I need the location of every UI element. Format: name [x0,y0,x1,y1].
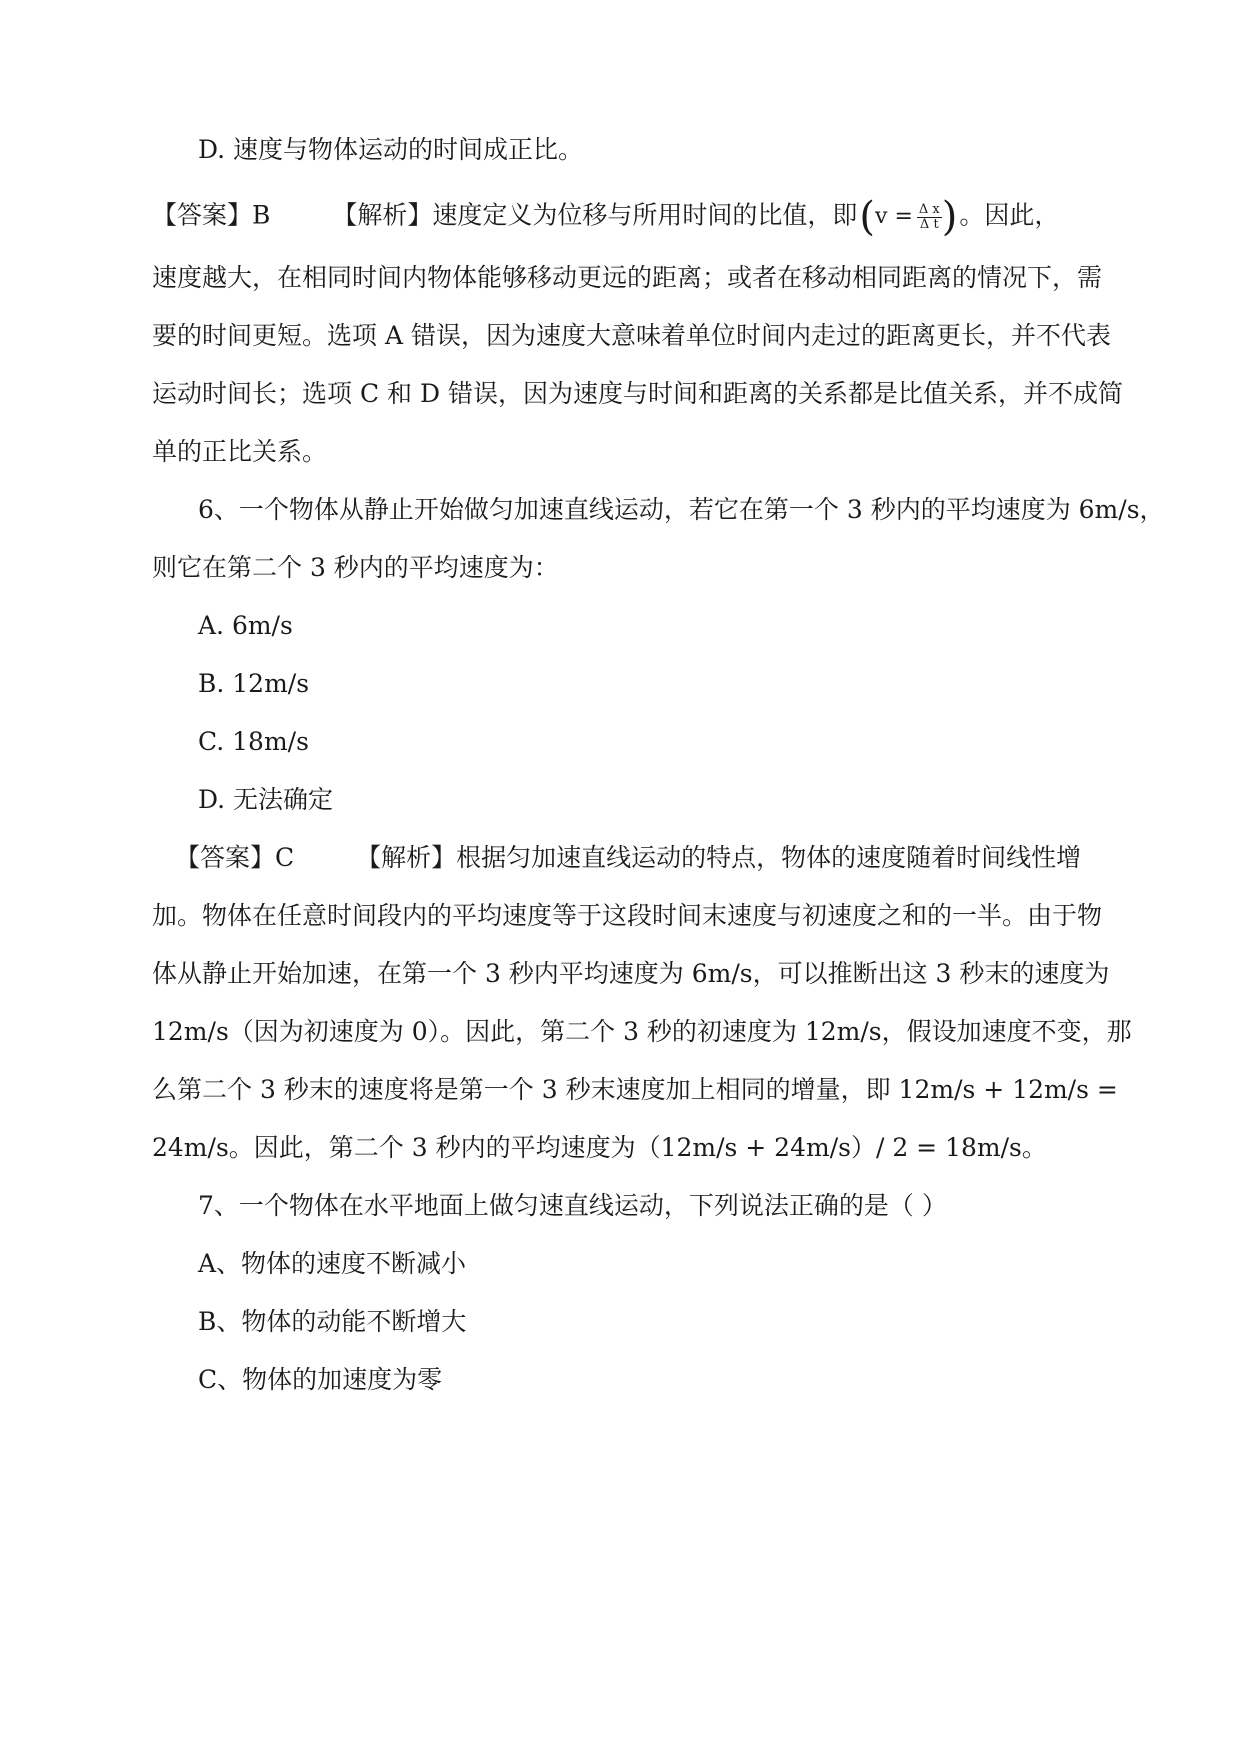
q6-analysis-tag: 【解析】 [356,843,457,872]
q5-option-d: D. 速度与物体运动的时间成正比。 [198,135,584,164]
q5-answer-line [152,194,1060,240]
formula-fraction [917,203,942,232]
q5-analysis-line: 单的正比关系。 [152,437,328,466]
q5-analysis-after-formula: 。因此， [959,200,1060,230]
q6-analysis-line: 12m/s（因为初速度为 0）。因此，第二个 3 秒的初速度为 12m/s，假设加速度不变，那 [152,1017,1132,1046]
q5-analysis-line: 要的时间更短。选项 A 错误，因为速度大意味着单位时间内走过的距离更长，并不代表 [152,321,1111,350]
formula-lhs: v = [875,204,913,229]
q6-analysis-line: 么第二个 3 秒末的速度将是第一个 3 秒末速度加上相同的增量，即 12m/s + 12m/s = [152,1075,1118,1104]
formula-numerator: Δ x [918,201,940,217]
q6-option-c: C. 18m/s [198,727,309,756]
q6-option-b: B. 12m/s [198,669,310,698]
q6-answer-tag: 【答案】C [175,843,295,872]
q7-option-a: A、物体的速度不断减小 [198,1249,467,1278]
q6-stem-line: 6、一个物体从静止开始做匀加速直线运动，若它在第一个 3 秒内的平均速度为 6m/s， [198,495,1165,524]
q6-analysis-first: 根据匀加速直线运动的特点，物体的速度随着时间线性增 [456,843,1082,872]
formula-denominator: Δ t [919,216,939,232]
q5-answer-tag: 【答案】B [152,200,271,230]
q6-analysis-line: 体从静止开始加速，在第一个 3 秒内平均速度为 6m/s，可以推断出这 3 秒末的速度为 [152,959,1110,988]
q6-option-a: A. 6m/s [198,611,293,640]
q5-analysis-first: 速度定义为位移与所用时间的比值，即 [432,200,858,230]
q5-analysis-line: 速度越大，在相同时间内物体能够移动更远的距离；或者在移动相同距离的情况下，需 [152,263,1103,292]
q7-option-b: B、物体的动能不断增大 [198,1307,467,1336]
q7-option-c: C、物体的加速度为零 [198,1365,443,1394]
q5-analysis-line: 运动时间长；选项 C 和 D 错误，因为速度与时间和距离的关系都是比值关系，并不成简 [152,379,1123,408]
q6-stem-line: 则它在第二个 3 秒内的平均速度为： [152,553,559,582]
q6-option-d: D. 无法确定 [198,785,334,814]
q6-analysis-line: 24m/s。因此，第二个 3 秒内的平均速度为（12m/s + 24m/s）/ 2 = 18m/s。 [152,1133,1047,1162]
q6-analysis-line: 加。物体在任意时间段内的平均速度等于这段时间末速度与初速度之和的一半。由于物 [152,901,1103,930]
q6-answer-line [175,842,1081,874]
q5-analysis-tag: 【解析】 [332,200,433,230]
q7-stem: 7、一个物体在水平地面上做匀速直线运动，下列说法正确的是（ ） [198,1191,947,1220]
velocity-formula: ( v = $\frac{\text{Δ x}}{\text{Δ t}}$ ) [859,194,958,240]
